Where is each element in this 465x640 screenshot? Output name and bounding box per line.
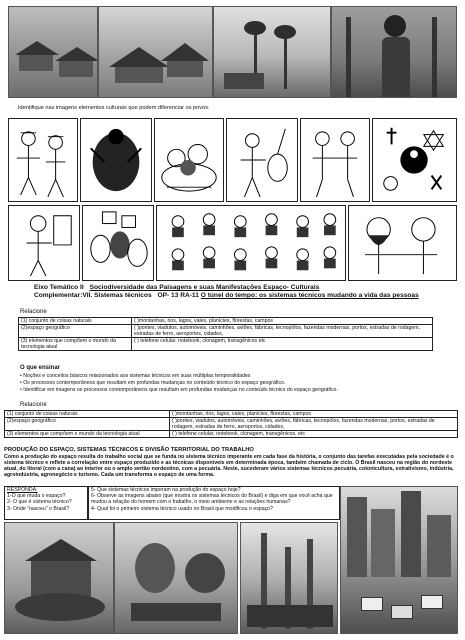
drawing-african-dancers [80, 118, 152, 202]
relate-table-1 [18, 317, 433, 351]
question-6: 6- Observe as imagens abaixo (que mostra os sistemas técnicos do Brasil) e diga em que você acha que mudou a relação do homem com o trabalho, o meio ambiente e as relações humanas? [91, 493, 333, 506]
photo-huts-village [8, 6, 98, 98]
producao-body: Como a produção do espaço resulta do trabalho social que se funda no sistema técnico imperante em cada fase da história, o conjunto das tarefas executadas pela sociedade é o sistema técnico e reflete a correlação entre espaço produzido e as técnicas disponíveis em determinada época, também chamada de ciclo. O Brasil nasceu na região do nordeste atual, do litoral (com a cana) ao interior ou o amplo sertão nordestino, com a pecuária. Neste, sucederam vários sistemas técnicos pecuária, cotonicultura, extrativismo, indústria, agroindústria, agronegócio e turismo. Cada um transforma o espaço de uma forma. [4, 454, 454, 479]
responda-box [4, 486, 88, 520]
table-cell-right: ( ) telefone celular, notebook, clonagem, transgênicos, etc [170, 431, 458, 438]
table-cell-left: (1) conjunto de coisas naturais [5, 411, 170, 418]
heading-prefix-1: Eixo Temático II [34, 284, 84, 291]
photo-cattle-herding-engraving [114, 522, 238, 634]
photo-sugar-mill-engraving [4, 522, 114, 634]
heading-code: OP- 13 RA-11 [157, 292, 199, 299]
drawing-people-bearded [348, 205, 457, 281]
producao-title: PRODUÇÃO DO ESPAÇO, SISTEMAS TÉCNICOS E DIVISÃO TERRITORIAL DO TRABALHO [4, 447, 254, 453]
o-que-ensinar-item-1: • Noções e conceitos básicos relacionados aos sistemas técnicos em suas múltiplas temporalidades [20, 373, 251, 379]
table-cell-left: (2)espaço geográfico [5, 418, 170, 431]
table-cell-right: ( )pontes, viadutos, automóveis, caminhões, aviões, fábricas, tecnopólos, fazendas modernas, portos, estradas de rodagem, estradas de ferro, aeroportos, cidades, [170, 418, 458, 431]
relacione-label-1: Relacione [20, 309, 47, 315]
drawing-cultural-figures [300, 118, 370, 202]
photo-thatched-houses [98, 6, 213, 98]
table-cell-right: ( )pontes, viadutos, automóveis, caminhões, aviões, fábricas, tecnopólos, fazendas modernas, portos, estradas de rodagem, estradas de ferro, aeroportos, cidades, [132, 325, 433, 338]
heading-prefix-2: Complementar:VII. Sistemas técnicos [34, 292, 152, 299]
question-2: 2- O que é sistema técnico? [7, 499, 72, 506]
heading-line-2 [34, 292, 444, 299]
drawing-food-basket [154, 118, 224, 202]
o-que-ensinar-item-2: • Os processos contemporâneos que resultam em profundas mudanças no conteúdo técnico do espaço geográfico. [20, 380, 286, 386]
table-cell-right: ( )montanhas, rios, lagos, vales, planícies, florestas, campos [170, 411, 458, 418]
relate-table-2 [4, 410, 458, 438]
table-cell-left: (2)espaço geográfico [19, 325, 132, 338]
table-row [19, 318, 433, 325]
responda-label: RESPONDA: [7, 487, 38, 493]
o-que-ensinar-item-3: • Identificar em imagens os processos contemporâneos que resultam em profundas mudanças no conteúdo técnico do espaço geográfico. [20, 387, 338, 393]
drawing-musicians [226, 118, 298, 202]
photo-palm-village [213, 6, 331, 98]
table-row [5, 411, 458, 418]
drawing-children-of-the-world [156, 205, 346, 281]
questions-box-right [88, 486, 340, 520]
drawing-diverse-faces [82, 205, 154, 281]
drawing-elderly-woman [8, 205, 80, 281]
question-1: 1-O que muda o espaço? [7, 493, 66, 500]
instruction-text: Identifique nas imagens elementos culturais que podem diferenciar os povos. [18, 105, 210, 111]
o-que-ensinar-title: O que ensinar [20, 365, 61, 371]
table-row [19, 338, 433, 351]
table-cell-right: ( )montanhas, rios, lagos, vales, planícies, florestas, campos [132, 318, 433, 325]
relacione-label-2: Relacione [20, 402, 47, 408]
question-4: 4- Qual foi o primeiro sistema técnico usado no Brasil que modificou o espaço? [91, 505, 273, 512]
table-row [5, 431, 458, 438]
heading-title-1: Sociodiversidade das Paisagens e suas Manifestações Espaço- Culturais [89, 284, 320, 291]
table-cell-left: (1) conjunto de coisas naturais [19, 318, 132, 325]
heading-title-2: O túnel do tempo: os sistemas técnicos mudando a vida das pessoas [200, 292, 419, 299]
photo-woman-forest [331, 6, 457, 98]
photo-city-traffic [340, 486, 458, 634]
question-5: 5- Que sistemas técnicos imperam na produção do espaço hoje? [91, 487, 241, 493]
table-row [5, 418, 458, 431]
question-3: 3- Onde "nasceu" o Brasil? [7, 505, 70, 512]
table-cell-left: (3) elementos que compõem o mundo da tecnologia atual [5, 431, 170, 438]
table-cell-right: ( ) telefone celular, notebook, clonagem, transgênicos etc [132, 338, 433, 351]
photo-industrial-chimneys [240, 522, 338, 634]
table-row [19, 325, 433, 338]
heading-line-1 [34, 284, 319, 291]
drawing-religious-symbols [372, 118, 457, 202]
drawing-indigenous-people [8, 118, 78, 202]
table-cell-left: (3) elementos que compõem o mundo da tecnologia atual [19, 338, 132, 351]
